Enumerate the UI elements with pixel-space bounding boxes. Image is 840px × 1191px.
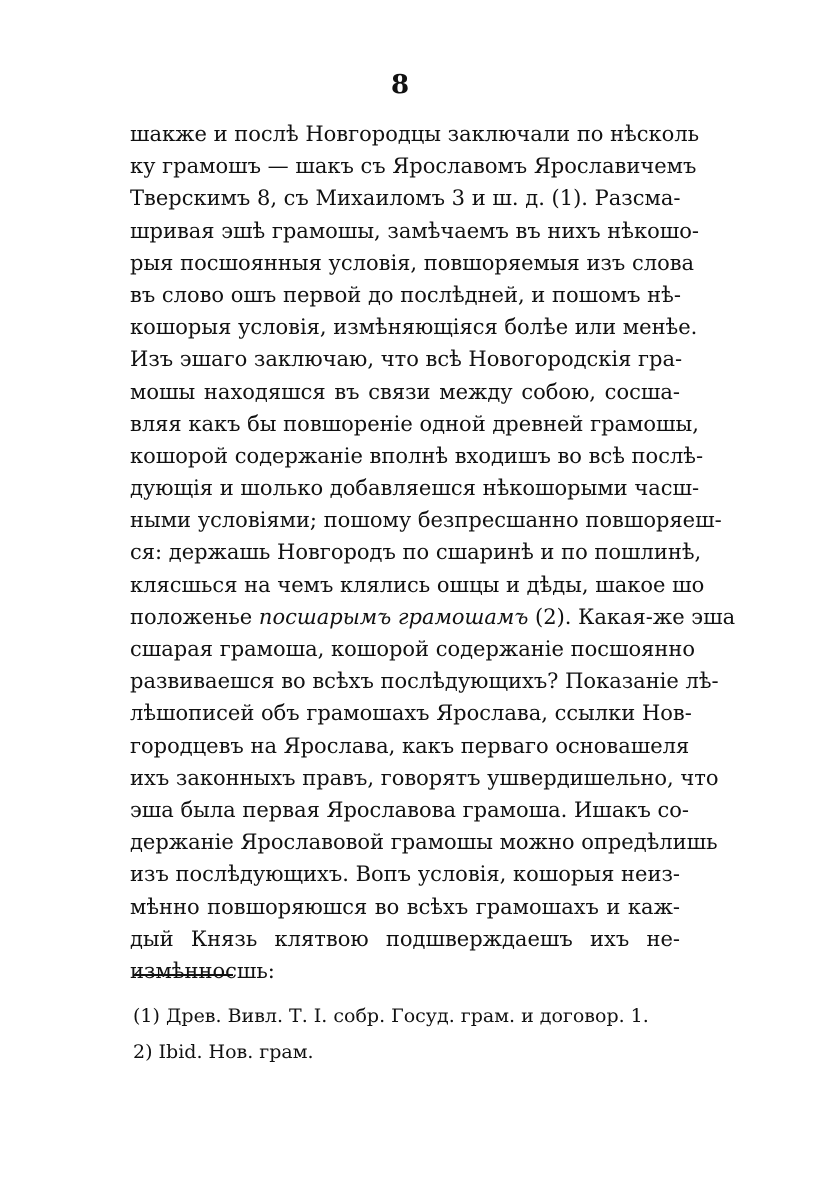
- text-line: мошы находяшся въ связи между собою, сосша-: [130, 379, 680, 404]
- footnote: (1) Древ. Вивл. Т. I. собр. Госуд. грам. и договор. 1.: [133, 1005, 649, 1027]
- text-line: рыя посшоянныя условія, повшоряемыя изъ слова: [130, 250, 695, 275]
- text-line: клясшься на чемъ клялись ошцы и дѣды, шакое шо: [130, 572, 705, 597]
- text-line: ся: держашь Новгородъ по сшаринѣ и по пошлинѣ,: [130, 540, 702, 565]
- text-line: ихъ законныхъ правъ, говорятъ ушвердишельно, что: [130, 765, 719, 790]
- footnotes: [133, 998, 693, 1070]
- italic-phrase: посшарымъ грамошамъ: [258, 604, 529, 629]
- text-line: ку грамошъ — шакъ съ Ярославомъ Ярославичемъ: [130, 154, 697, 179]
- footnote: 2) Ibid. Нов. грам.: [133, 1041, 314, 1063]
- text-line: сшарая грамоша, кошорой содержаніе посшоянно: [130, 637, 696, 661]
- text-segment: положенье: [130, 604, 253, 629]
- text-line: изъ послѣдующихъ. Вопъ условія, кошорыя неиз-: [130, 862, 680, 887]
- text-line: вляя какъ бы повшореніе одной древней грамошы,: [130, 411, 699, 436]
- text-line: дый Князь клятвою подшверждаешъ ихъ не-: [130, 926, 680, 951]
- text-line: лѣшописей объ грамошахъ Ярослава, ссылки Нов-: [130, 701, 692, 726]
- text-line: дующія и шолько добавляешся нѣкошорыми часш-: [130, 476, 700, 501]
- text-segment: (2). Какая-же эша: [535, 604, 736, 629]
- text-line-mixed: [130, 601, 736, 633]
- main-text: [130, 118, 736, 987]
- text-line: измѣнносшь:: [130, 958, 275, 983]
- text-line: кошорой содержаніе вполнѣ входишъ во всѣ послѣ-: [130, 443, 704, 468]
- text-line: эша была первая Ярославова грамоша. Ишакъ со-: [130, 797, 690, 822]
- text-line: мѣнно повшоряюшся во всѣхъ грамошахъ и каж-: [130, 894, 680, 919]
- text-line: шривая эшѣ грамошы, замѣчаемъ въ нихъ нѣкошо-: [130, 218, 699, 243]
- page-number: 8: [390, 70, 410, 100]
- text-line: въ слово ошъ первой до послѣдней, и пошомъ нѣ-: [130, 282, 681, 307]
- footnote-divider: [133, 974, 233, 976]
- text-line: городцевъ на Ярослава, какъ перваго основашеля: [130, 733, 690, 758]
- text-line: держаніе Ярославовой грамошы можно опредѣлишь: [130, 830, 718, 855]
- text-line: кошорыя условія, измѣняющіяся болѣе или менѣе.: [130, 315, 698, 340]
- text-line: шакже и послѣ Новгородцы заключали по нѣсколь: [130, 122, 700, 146]
- text-line: ными условіями; пошому безпресшанно повшоряеш-: [130, 508, 722, 533]
- text-line: Изъ эшаго заключаю, что всѣ Новогородскія гра-: [130, 347, 683, 372]
- text-line: Тверскимъ 8, съ Михаиломъ 3 и ш. д. (1). Разсма-: [130, 186, 681, 211]
- text-line: развиваешся во всѣхъ послѣдующихъ? Показаніе лѣ-: [130, 669, 719, 694]
